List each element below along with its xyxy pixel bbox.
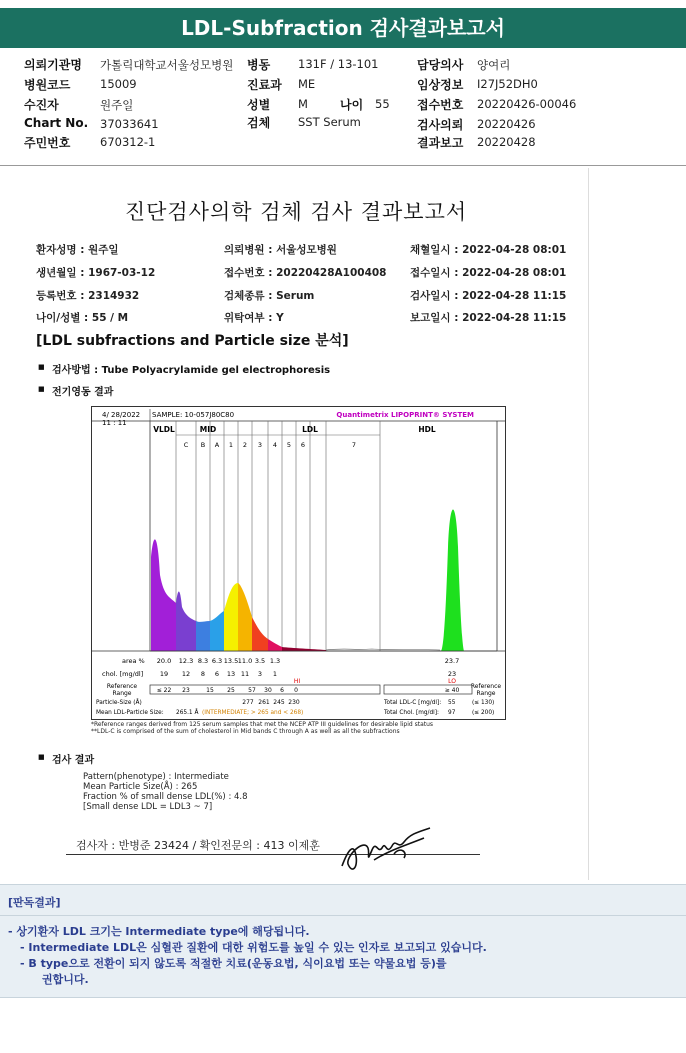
info-test-time: 검사일시 : 2022-04-28 11:15	[410, 290, 567, 302]
total-chol-value: 97	[448, 710, 456, 716]
interpretation-line-2: - Intermediate LDL은 심혈관 질환에 대한 위험도를 높일 수 있는 인자로 보고되고 있습니다.	[20, 941, 487, 954]
result-block	[83, 772, 248, 812]
header-divider	[0, 165, 686, 166]
peak-a	[210, 611, 224, 651]
interpretation-line-4: 권합니다.	[42, 973, 89, 986]
chol-1: 13	[226, 670, 236, 678]
signature-icon	[334, 820, 444, 876]
footnote-2: **LDL-C is comprised of the sum of cholesterol in Mid bands C through A as well as all the subfractions	[91, 728, 400, 735]
dept-value: ME	[298, 77, 316, 91]
chol-3: 3	[257, 670, 263, 678]
clinical-label: 임상정보	[417, 78, 464, 92]
interpretation-divider	[0, 915, 686, 916]
ref-value-hdl: ≥ 40	[444, 687, 460, 694]
report-label: 결과보고	[417, 136, 464, 150]
result-pattern: Pattern(phenotype) : Intermediate	[83, 772, 229, 782]
dept-label: 진료과	[247, 78, 282, 92]
info-outsourced: 위탁여부 : Y	[224, 312, 284, 324]
info-collection-time: 채혈일시 : 2022-04-28 08:01	[410, 244, 567, 256]
interpretation-panel	[0, 884, 686, 998]
interpretation-line-3: - B type으로 전환이 되지 않도록 적절한 치료(운동요법, 식이요법 또는 약물요법 등)를	[20, 957, 447, 970]
interpretation-line-1: - 상기환자 LDL 크기는 Intermediate type에 해당됩니다.	[8, 925, 310, 938]
baseline-trace	[326, 649, 440, 650]
particle-size-3: 230	[288, 699, 300, 706]
method-text: ■ 검사방법 : Tube Polyacrylamide gel electrophoresis	[52, 361, 330, 376]
chart-sample: SAMPLE: 10-057J80C80	[152, 411, 235, 419]
total-ldl-ref: (≤ 130)	[472, 700, 495, 706]
info-specimen-type: 검체종류 : Serum	[224, 290, 315, 302]
clinical-value: I27J52DH0	[477, 77, 538, 91]
chart-date: 4/ 28/2022	[102, 411, 141, 419]
info-reg-no: 등록번호 : 2314932	[36, 290, 140, 302]
band-label-B: B	[200, 441, 206, 449]
ref-value-1: 23	[182, 687, 190, 694]
patient-header	[0, 52, 686, 160]
band-label-C: C	[183, 441, 189, 449]
hdl-lo-flag: LO	[448, 678, 456, 685]
chart-brand: Quantimetrix LIPOPRINT® SYSTEM	[336, 411, 474, 419]
ref-label-right: Reference	[470, 683, 502, 690]
interpretation-title: [판독결과]	[8, 896, 61, 909]
specimen-value: SST Serum	[298, 115, 361, 129]
band-group-vldl: VLDL	[153, 425, 175, 434]
doctor-label: 담당의사	[417, 58, 464, 72]
document-title: 진단검사의학 검체 검사 결과보고서	[124, 200, 468, 224]
peak-c	[176, 591, 196, 651]
band-label-7: 7	[351, 441, 357, 449]
area-pct-a: 6.3	[211, 657, 223, 665]
area-pct-c: 12.3	[178, 657, 194, 665]
area-pct-3: 3.5	[254, 657, 266, 665]
band-label-3: 3	[257, 441, 263, 449]
info-hospital: 의뢰병원 : 서울성모병원	[224, 244, 337, 256]
hospital-label: 의뢰기관명	[24, 58, 82, 72]
chol-a: 6	[214, 670, 220, 678]
mean-ldl-value: 265.1 Å	[176, 710, 199, 716]
particle-size-label: Particle-Size (Å)	[96, 700, 142, 706]
info-age-sex: 나이/성별 : 55 / M	[36, 312, 129, 324]
band-label-4: 4	[272, 441, 278, 449]
band-label-5: 5	[286, 441, 292, 449]
footnote-1: *Reference ranges derived from 125 serum samples that met the NCEP ATP III guidelines for desirable lipid status	[91, 721, 434, 728]
code-value: 15009	[100, 77, 137, 91]
area-pct-1: 13.5	[223, 657, 239, 665]
area-pct-hdl: 23.7	[444, 657, 460, 665]
peak-vldl	[151, 539, 176, 651]
request-label: 검사의뢰	[417, 118, 464, 132]
peak-3	[252, 617, 268, 651]
patient-value: 원주일	[100, 98, 134, 112]
peak-1	[224, 583, 238, 651]
patient-label: 수진자	[24, 98, 59, 112]
ref-value-2: 15	[206, 687, 214, 694]
ref-value-6: 6	[280, 687, 284, 694]
total-chol-ref: (≤ 200)	[472, 710, 495, 716]
ref-value-5: 30	[264, 687, 272, 694]
info-report-time: 보고일시 : 2022-04-28 11:15	[410, 312, 567, 324]
mean-ldl-label: Mean LDL-Particle Size:	[96, 710, 164, 716]
code-label: 병원코드	[24, 78, 71, 92]
ref-value-3: 25	[227, 687, 235, 694]
result-label: ■ 검사 결과	[52, 751, 94, 766]
hospital-value: 가톨릭대학교서울성모병원	[100, 58, 234, 72]
result-sdldl-note: [Small dense LDL = LDL3 ~ 7]	[83, 802, 213, 812]
chol-4: 1	[272, 670, 278, 678]
band-group-mid: MID	[199, 425, 217, 434]
ldl-hi-flag: HI	[293, 678, 301, 685]
age-label: 나이	[340, 98, 364, 112]
total-ldl-label: Total LDL-C [mg/dl]:	[384, 700, 442, 706]
chol-vldl: 19	[159, 670, 169, 678]
ref-value-4: 57	[248, 687, 256, 694]
rrn-label: 주민번호	[24, 136, 71, 150]
mean-ldl-note: (INTERMEDIATE; > 265 and < 268)	[202, 710, 304, 716]
area-pct-2: 11.0	[237, 657, 253, 665]
particle-size-0: 277	[242, 699, 254, 706]
info-birthdate: 생년월일 : 1967-03-12	[36, 267, 156, 279]
ref-label-left-2: Range	[112, 690, 132, 697]
report-title: LDL-Subfraction 검사결과보고서	[0, 8, 686, 48]
result-mean-size: Mean Particle Size(Å) : 265	[83, 782, 198, 792]
receipt-label: 접수번호	[417, 98, 464, 112]
sex-label: 성별	[247, 98, 271, 112]
peak-2	[238, 583, 252, 651]
chol-c: 12	[181, 670, 191, 678]
lipoprint-chart	[91, 406, 506, 720]
scanned-report	[4, 168, 589, 880]
ref-value-7: 0	[294, 687, 298, 694]
electrophoresis-label: ■ 전기영동 결과	[52, 383, 113, 398]
signature-line: 검사자 : 반병준 23424 / 확인전문의 : 413 이제훈	[76, 839, 320, 852]
sex-value: M	[298, 97, 308, 111]
band-label-6: 6	[300, 441, 306, 449]
band-group-ldl: LDL	[302, 425, 318, 434]
chart-time: 11 : 11	[102, 419, 127, 427]
peak-6	[282, 647, 326, 651]
result-fraction: Fraction % of small dense LDL(%) : 4.8	[83, 792, 248, 802]
chol-label: chol. [mg/dl]	[102, 670, 144, 678]
peak-hdl	[441, 510, 464, 652]
particle-size-2: 245	[273, 699, 285, 706]
chol-b: 8	[200, 670, 206, 678]
band-label-2: 2	[242, 441, 248, 449]
peak-b	[196, 621, 210, 651]
chart-no-value: 37033641	[100, 117, 159, 131]
info-patient-name: 환자성명 : 원주일	[36, 244, 119, 256]
chol-hdl: 23	[447, 670, 457, 678]
info-receipt-time: 접수일시 : 2022-04-28 08:01	[410, 267, 567, 279]
section-heading: [LDL subfractions and Particle size 분석]	[36, 333, 349, 349]
receipt-value: 20220426-00046	[477, 97, 577, 111]
peak-4	[268, 639, 282, 651]
age-value: 55	[375, 97, 390, 111]
particle-size-1: 261	[258, 699, 270, 706]
request-value: 20220426	[477, 117, 536, 131]
info-receipt-no: 접수번호 : 20220428A100408	[224, 267, 387, 279]
ward-label: 병동	[247, 58, 271, 72]
chol-2: 11	[240, 670, 250, 678]
lipoprint-svg	[92, 407, 505, 719]
area-pct-b: 8.3	[197, 657, 209, 665]
ref-value-0: ≤ 22	[156, 687, 172, 694]
area-pct-vldl: 20.0	[156, 657, 172, 665]
band-label-A: A	[214, 441, 220, 449]
specimen-label: 검체	[247, 116, 271, 130]
band-group-hdl: HDL	[418, 425, 436, 434]
chart-no-label: Chart No.	[24, 116, 89, 130]
report-value: 20220428	[477, 135, 536, 149]
ref-label-left: Reference	[106, 683, 138, 690]
area-pct-4: 1.3	[269, 657, 281, 665]
ward-value: 131F / 13-101	[298, 57, 379, 71]
area-pct-label: area %	[122, 657, 145, 665]
total-ldl-value: 55	[448, 700, 456, 706]
rrn-value: 670312-1	[100, 135, 156, 149]
ref-label-right-2: Range	[476, 690, 496, 697]
band-label-1: 1	[228, 441, 234, 449]
doctor-value: 양여리	[477, 58, 511, 72]
total-chol-label: Total Chol. [mg/dl]:	[384, 710, 439, 716]
